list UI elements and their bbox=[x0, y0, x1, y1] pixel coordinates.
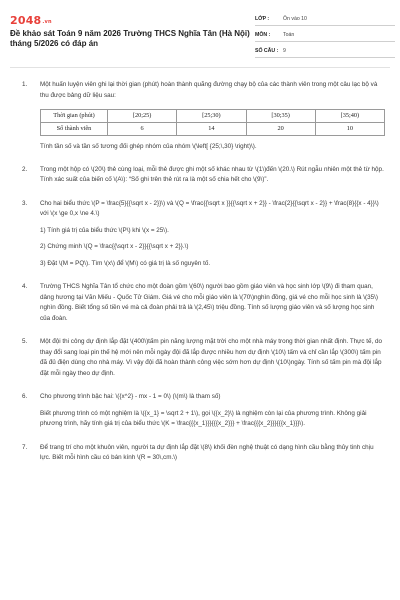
question-number: 6. bbox=[22, 393, 28, 400]
question-text: Trong một hộp có \(20\) thẻ cùng loại, mỗi thẻ được ghi một số khác nhau từ \(1\)đến \(20.\) Rút ngẫu nhiên một thẻ từ hộp. Tính xác suất của biến cố \(A\): “Số ghi trên thẻ rút ra là một số chia hết cho \(9\)”. bbox=[40, 165, 384, 183]
question-6 bbox=[0, 392, 400, 430]
header-divider bbox=[10, 67, 390, 68]
question-text: Trường THCS Nghĩa Tân tổ chức cho một đoàn gồm \(60\) người bao gồm giáo viên và học sinh lớp \(9\) đi tham quan, dâng hương tại Văn Miếu - Quốc Tử Giám. Giá vé cho mỗi giáo viên là \(70\)nghìn đồng, giá vé cho mỗi học sinh là \(35\) nghìn đồng. Biết tổng số tiền vé mà cả đoàn phải trả là \(2,45\) triệu đồng. Tính số lượng giáo viên và số lượng học sinh của đoàn. bbox=[40, 283, 378, 322]
question-text: Một đội thi công dự định lắp đặt \(400\)tấm pin năng lượng mặt trời cho một nhà máy trong thời gian nhất định. Thực tế, do thay đổi sang loại pin thế hệ mới nên mỗi ngày đội đã lắp được nhiều hơn dự định \(10\) tấm và chỉ cần lắp \(300\) tấm pin đã đủ điện dùng cho nhà máy. Vì vậy đội đã hoàn thành công việc sớm hơn dự định \(10\)ngày. Tính số tấm pin mà đội lắp đặt mỗi ngày theo dự định. bbox=[40, 338, 383, 377]
meta-value: Toán bbox=[283, 32, 295, 38]
meta-count-row bbox=[255, 45, 395, 58]
meta-label: SỐ CÂU : bbox=[255, 48, 279, 54]
question-2 bbox=[0, 165, 400, 186]
question-followup: Tính tần số và tần số tương đối ghép nhóm của nhóm \(\left[ {25;\,30} \right)\). bbox=[40, 143, 257, 150]
meta-class-row bbox=[255, 13, 395, 26]
question-part: 3) Đặt \(M = PQ\). Tìm \(x\) để \(M\) có giá trị là số nguyên tố. bbox=[40, 259, 211, 267]
question-number: 5. bbox=[22, 338, 28, 345]
question-number: 7. bbox=[22, 443, 28, 451]
question-7 bbox=[0, 443, 400, 464]
question-text: Cho phương trình bậc hai: \({x^2} - mx - 1 = 0\) (\(m\) là tham số) bbox=[40, 393, 221, 400]
table-row bbox=[41, 123, 385, 136]
question-text: Một huấn luyện viên ghi lại thời gian (phút) hoàn thành quãng đường chạy bộ của các thành viên trong một câu lạc bộ và thu được bảng dữ liệu sau: bbox=[40, 81, 378, 99]
table-cell: [25;30) bbox=[177, 110, 246, 123]
document-title: Đề khảo sát Toán 9 năm 2026 Trường THCS Nghĩa Tân (Hà Nội) tháng 5/2026 có đáp án bbox=[10, 29, 250, 48]
table-cell: [30;35) bbox=[246, 110, 315, 123]
question-text: Cho hai biểu thức \(P = \frac{5}{{\sqrt x - 2}}\) và \(Q = \frac{{\sqrt x }}{{\sqrt x + 2}} - \frac{2}{{\sqrt x - 2}} + \frac{8}{{x - 4}}\) với \(x \ge 0,x \ne 4.\) bbox=[40, 199, 379, 217]
meta-label: MÔN : bbox=[255, 32, 271, 38]
question-text: Để trang trí cho một khuôn viên, người ta dự định lắp đặt \(8\) khối đèn nghệ thuật có dạng hình cầu bằng thủy tinh chịu lực. Biết mỗi hình cầu có bán kính \(R = 30\,cm.\) bbox=[40, 443, 374, 461]
question-4 bbox=[0, 282, 400, 324]
table-cell: 6 bbox=[108, 123, 177, 136]
logo-text: 2048 bbox=[10, 14, 42, 27]
frequency-table bbox=[40, 109, 385, 136]
table-cell: 10 bbox=[315, 123, 384, 136]
question-part: 1) Tính giá trị của biểu thức \(P\) khi \(x = 25\). bbox=[40, 226, 169, 234]
table-cell: 20 bbox=[246, 123, 315, 136]
question-number: 3. bbox=[22, 199, 28, 207]
question-part: Biết phương trình có một nghiệm là \({x_1} = \sqrt 2 + 1\), gọi \({x_2}\) là nghiệm còn lại của phương trình. Không giải phương trình, hãy tính giá trị của biểu thức \(K = \frac{{{x_1}}}{{{x_2}}} + \frac{{{x_2}}}{{{x_1}}}\). bbox=[40, 409, 367, 427]
question-list bbox=[0, 80, 400, 464]
table-cell: [35;40) bbox=[315, 110, 384, 123]
meta-value: Ôn vào 10 bbox=[283, 16, 307, 22]
meta-value: 9 bbox=[283, 48, 286, 54]
site-logo[interactable] bbox=[10, 14, 52, 27]
logo-suffix: .vn bbox=[42, 19, 52, 25]
exam-meta bbox=[255, 13, 395, 61]
meta-subject-row bbox=[255, 29, 395, 42]
question-3 bbox=[0, 199, 400, 270]
table-cell: 14 bbox=[177, 123, 246, 136]
question-1 bbox=[0, 80, 400, 153]
question-number: 1. bbox=[22, 81, 28, 88]
table-header-cell: Thời gian (phút) bbox=[41, 110, 108, 123]
question-part: 2) Chứng minh \(Q = \frac{{\sqrt x - 2}}{{\sqrt x + 2}}.\) bbox=[40, 243, 189, 250]
question-5 bbox=[0, 337, 400, 379]
table-row bbox=[41, 110, 385, 123]
table-header-cell: Số thành viên bbox=[41, 123, 108, 136]
page-header bbox=[0, 0, 400, 66]
question-number: 2. bbox=[22, 165, 28, 173]
table-cell: [20;25) bbox=[108, 110, 177, 123]
meta-label: LỚP : bbox=[255, 16, 270, 22]
question-number: 4. bbox=[22, 283, 28, 290]
